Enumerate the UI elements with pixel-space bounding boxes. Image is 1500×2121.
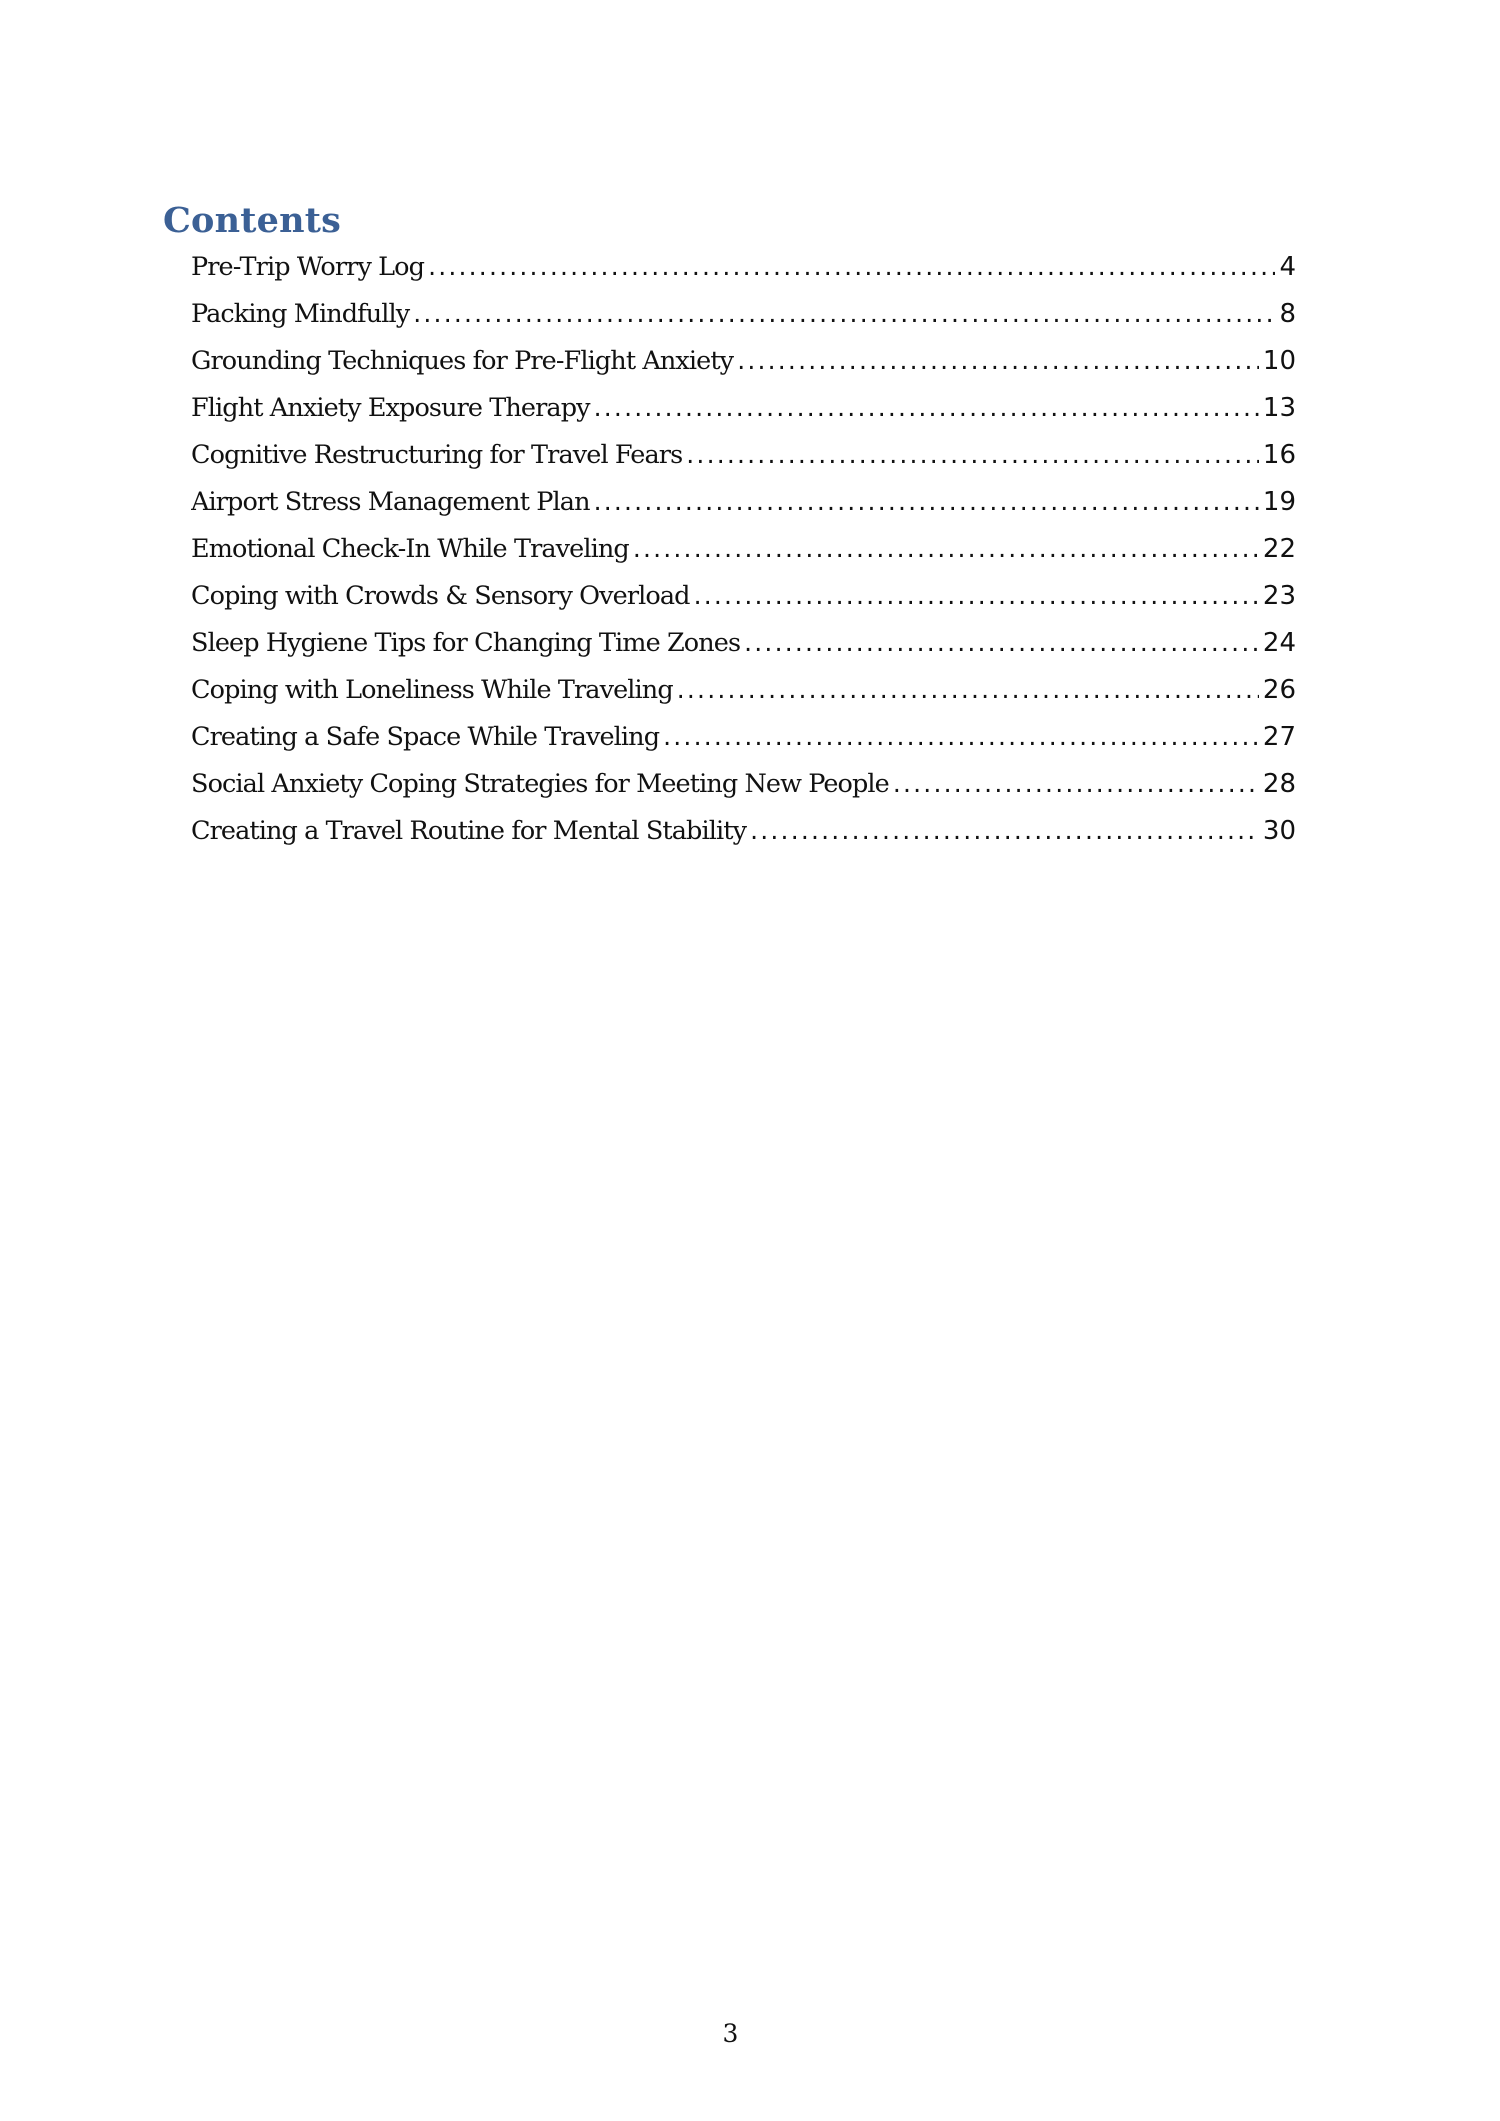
toc-entry-title: Cognitive Restructuring for Travel Fears xyxy=(191,440,683,470)
toc-dot-leader xyxy=(737,337,1259,384)
toc-entry-title: Creating a Safe Space While Traveling xyxy=(191,722,660,752)
toc-dot-leader xyxy=(413,290,1275,337)
toc-entry[interactable] xyxy=(191,431,1296,478)
toc-entry-page: 10 xyxy=(1262,346,1296,376)
toc-entry-page: 28 xyxy=(1262,769,1296,799)
toc-dot-leader xyxy=(594,478,1259,525)
toc-entry-page: 24 xyxy=(1262,628,1296,658)
toc-dot-leader xyxy=(663,713,1259,760)
toc-entry[interactable] xyxy=(191,525,1296,572)
toc-entry-title: Social Anxiety Coping Strategies for Meeting New People xyxy=(191,769,889,799)
toc-dot-leader xyxy=(677,666,1259,713)
toc-entry-page: 13 xyxy=(1262,393,1296,423)
page-number: 3 xyxy=(722,2019,739,2048)
toc-entry-page: 4 xyxy=(1279,252,1296,282)
toc-list xyxy=(191,243,1296,854)
toc-dot-leader xyxy=(633,525,1259,572)
toc-entry[interactable] xyxy=(191,337,1296,384)
toc-entry-title: Flight Anxiety Exposure Therapy xyxy=(191,393,590,423)
toc-entry[interactable] xyxy=(191,713,1296,760)
toc-dot-leader xyxy=(686,431,1259,478)
toc-dot-leader xyxy=(594,384,1259,431)
toc-entry-page: 8 xyxy=(1279,299,1296,329)
toc-heading: Contents xyxy=(163,200,342,241)
toc-entry-title: Sleep Hygiene Tips for Changing Time Zones xyxy=(191,628,741,658)
toc-entry-title: Packing Mindfully xyxy=(191,299,410,329)
toc-entry-title: Pre-Trip Worry Log xyxy=(191,252,425,282)
toc-entry[interactable] xyxy=(191,290,1296,337)
toc-entry-page: 23 xyxy=(1262,581,1296,611)
toc-entry-page: 26 xyxy=(1262,675,1296,705)
toc-entry-title: Coping with Loneliness While Traveling xyxy=(191,675,673,705)
toc-entry-title: Coping with Crowds & Sensory Overload xyxy=(191,581,690,611)
toc-entry-title: Grounding Techniques for Pre-Flight Anxiety xyxy=(191,346,734,376)
toc-entry[interactable] xyxy=(191,243,1296,290)
toc-entry-page: 16 xyxy=(1262,440,1296,470)
toc-entry[interactable] xyxy=(191,760,1296,807)
toc-entry-page: 22 xyxy=(1262,534,1296,564)
toc-dot-leader xyxy=(893,760,1259,807)
toc-entry[interactable] xyxy=(191,666,1296,713)
toc-dot-leader xyxy=(694,572,1259,619)
toc-entry[interactable] xyxy=(191,478,1296,525)
toc-entry-page: 27 xyxy=(1262,722,1296,752)
toc-entry-title: Creating a Travel Routine for Mental Stability xyxy=(191,816,747,846)
toc-entry[interactable] xyxy=(191,572,1296,619)
toc-entry-title: Airport Stress Management Plan xyxy=(191,487,590,517)
toc-dot-leader xyxy=(744,619,1259,666)
toc-entry[interactable] xyxy=(191,384,1296,431)
toc-dot-leader xyxy=(750,807,1259,854)
toc-entry-page: 19 xyxy=(1262,487,1296,517)
toc-dot-leader xyxy=(428,243,1275,290)
toc-entry-page: 30 xyxy=(1262,816,1296,846)
toc-entry-title: Emotional Check-In While Traveling xyxy=(191,534,629,564)
toc-entry[interactable] xyxy=(191,807,1296,854)
toc-entry[interactable] xyxy=(191,619,1296,666)
